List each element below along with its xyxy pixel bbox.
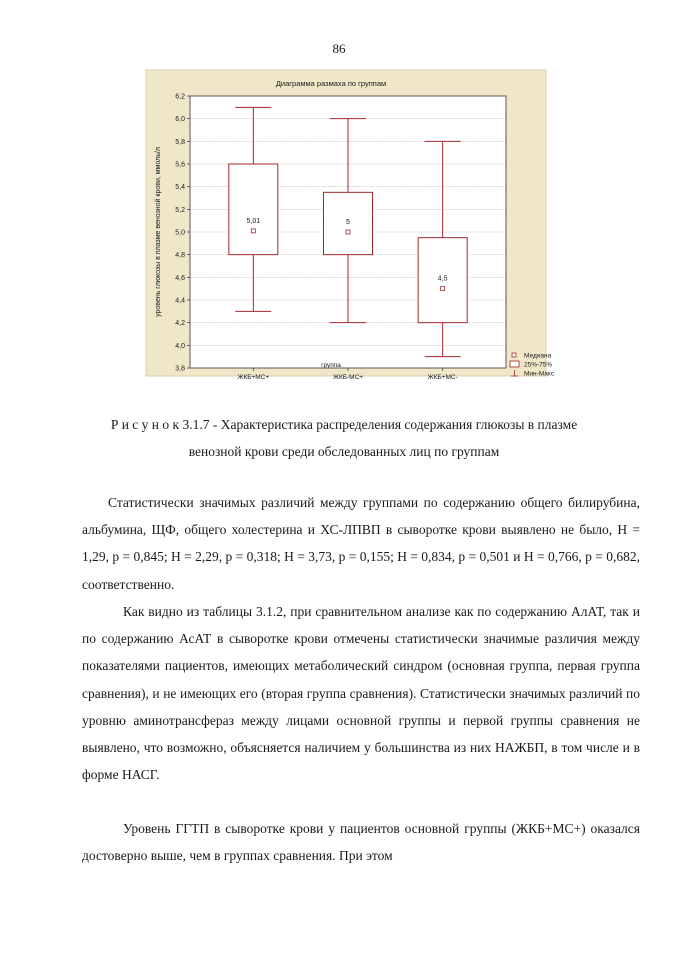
y-tick-label: 5,0 (175, 229, 185, 237)
legend-median-icon (512, 353, 516, 357)
y-tick-label: 5,4 (175, 184, 185, 192)
chart-title: Диаграмма размаха по группам (275, 79, 387, 88)
paragraph-1 (82, 489, 640, 598)
paragraph-text: Статистически значимых различий между группами по содержанию общего билирубина, альбумина, ЩФ, общего холестерина и ХС-ЛПВП в сыворотке крови выявлено не было, H = 1,29, p = 0,845; H = 2,29, p = 0,318; H = 3,73, p = 0,155; H = 0,834, p = 0,501 и H = 0,766, p = 0,682, соответственно. (82, 495, 640, 592)
y-tick-label: 5,2 (175, 206, 185, 214)
y-tick-label: 4,8 (175, 252, 185, 260)
x-tick-label: ЖКБ+МС+ (237, 374, 270, 381)
figure-caption-label: Р и с у н о к 3.1.7 (110, 417, 210, 432)
paragraph-3 (82, 815, 640, 869)
median-marker (441, 287, 445, 291)
y-tick-label: 4,0 (175, 342, 185, 350)
median-label: 4,5 (437, 275, 448, 283)
x-tick-label: ЖКБ-МС+ (332, 374, 364, 381)
x-tick-label: ЖКБ+МС- (427, 374, 458, 381)
page-number: 86 (332, 41, 346, 56)
y-tick-label: 4,4 (175, 297, 185, 305)
figure-caption-text: - Характеристика распределения содержания глюкозы в плазме венозной крови среди обследованных лиц по группам (188, 417, 578, 459)
legend-box-icon (510, 361, 519, 367)
y-tick-label: 5,8 (175, 138, 185, 146)
y-tick-label: 5,6 (175, 161, 185, 169)
y-tick-label: 6,0 (175, 116, 185, 124)
median-marker (346, 230, 350, 234)
boxplot-figure (146, 70, 555, 381)
paragraph-text: Уровень ГГТП в сыворотке крови у пациентов основной группы (ЖКБ+МС+) оказался достоверно выше, чем в группах сравнения. При этом (82, 821, 640, 864)
paragraph-text: Как видно из таблицы 3.1.2, при сравнительном анализе как по содержанию АлАТ, так и по содержанию АсАТ в сыворотке крови отмечены статистически значимые различия между показателями пациентов, имеющих метаболический синдром (основная группа, первая группа сравнения), и не имеющих его (вторая группа сравнения). Статистически значимых различий по уровню аминотрансфераз между лицами основной группы и первой группы сравнения не выявлено, что возможно, объясняется наличием у большинства из них НАЖБП, в том числе и в форме НАСГ. (82, 604, 640, 783)
legend-box-label: 25%-75% (524, 361, 553, 369)
box-iqr (229, 164, 278, 255)
y-tick-label: 3,8 (175, 365, 185, 373)
x-axis-label: группа (321, 362, 341, 369)
figure-caption (88, 411, 600, 465)
y-tick-label: 4,2 (175, 320, 185, 328)
y-axis-label: уровень глюкозы в плазме венозной крови, ммоль/л (155, 147, 162, 317)
y-tick-label: 4,6 (175, 274, 185, 282)
boxplot-chart (146, 70, 555, 381)
median-label: 5 (346, 219, 350, 226)
paragraph-2 (82, 598, 640, 788)
legend-median-label: Медиана (524, 352, 552, 360)
y-tick-label: 6,2 (175, 93, 185, 101)
legend-range-label: Мин-Макс (524, 370, 555, 378)
median-label: 5,01 (246, 217, 261, 225)
median-marker (251, 229, 255, 233)
